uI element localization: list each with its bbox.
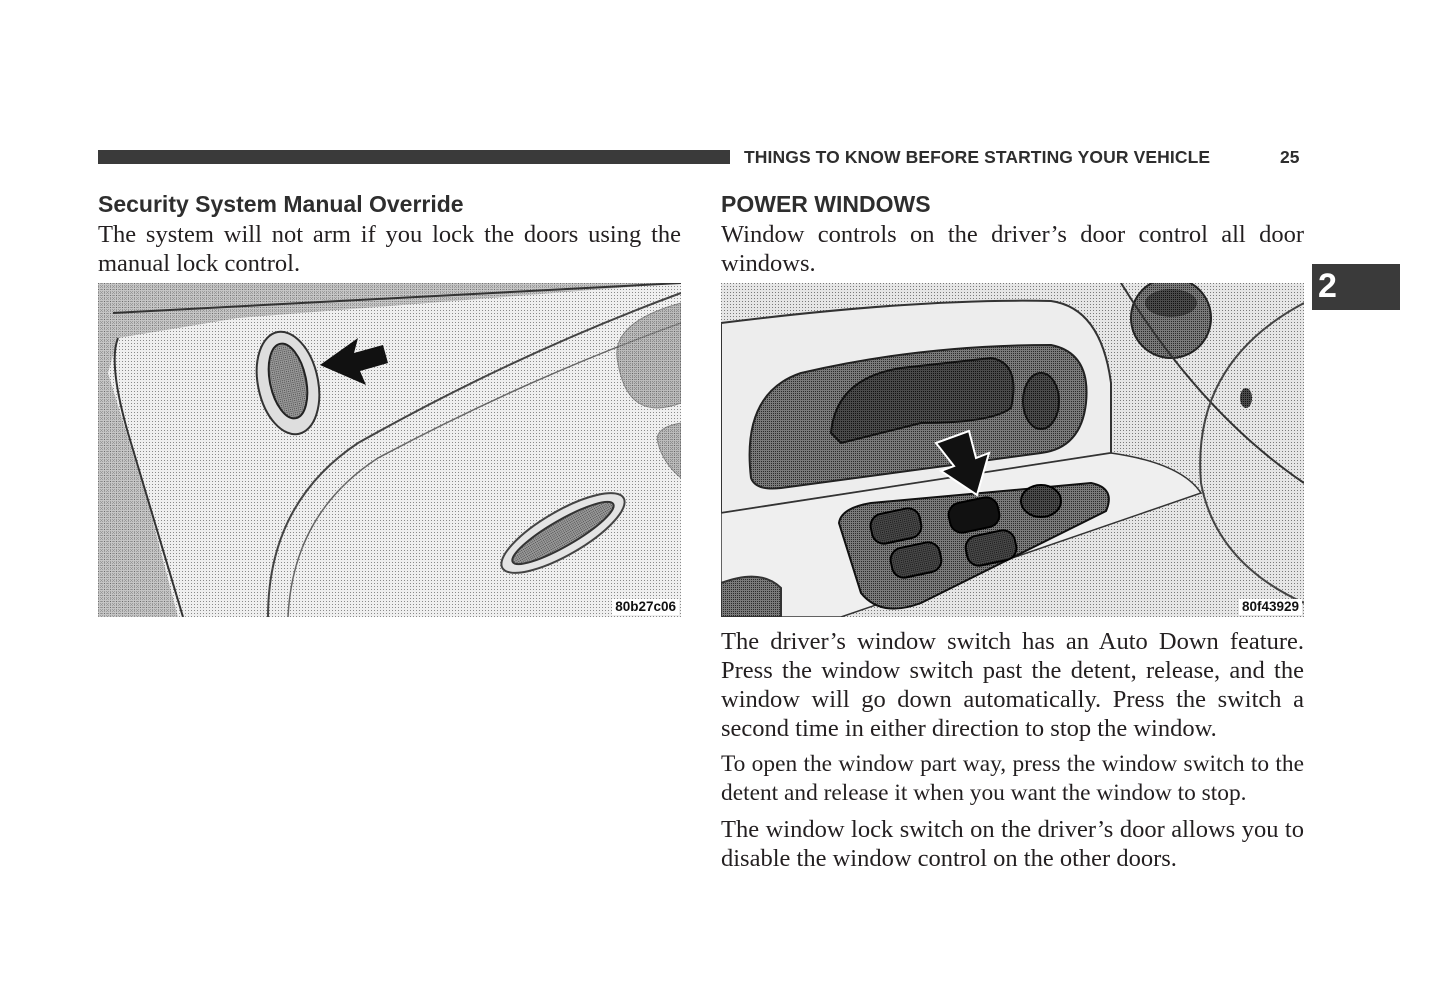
auto-down-paragraph: The driver’s window switch has an Auto Down feature. Press the window switch past the detent, release, and the window will go down automatically. Press the switch a second time in either direction to stop the window. — [721, 628, 1304, 742]
running-head: THINGS TO KNOW BEFORE STARTING YOUR VEHICLE — [744, 147, 1211, 167]
window-lock-paragraph: The window lock switch on the driver’s door allows you to disable the window control on the other doors. — [721, 816, 1304, 872]
door-panel-illustration — [98, 283, 681, 617]
right-column — [721, 188, 1304, 278]
security-override-text: The system will not arm if you lock the doors using the manual lock control. — [98, 221, 681, 277]
figure-code: 80f43929 — [1239, 599, 1302, 615]
figure-code: 80b27c06 — [612, 599, 679, 615]
chapter-number: 2 — [1318, 267, 1337, 305]
page-number: 25 — [1280, 147, 1300, 167]
part-way-paragraph: To open the window part way, press the window switch to the detent and release it when you want the window to stop. — [721, 751, 1304, 806]
left-column — [98, 188, 681, 278]
window-lock-paragraph-block — [721, 815, 1304, 873]
armrest-switch-illustration — [721, 283, 1304, 617]
auto-down-paragraph-block — [721, 627, 1304, 743]
section-heading-security-override: Security System Manual Override — [98, 191, 464, 217]
section-heading-power-windows: POWER WINDOWS — [721, 191, 931, 217]
chapter-tab — [1312, 264, 1400, 310]
power-windows-intro: Window controls on the driver’s door control all door windows. — [721, 221, 1304, 277]
figure-manual-lock-control — [98, 283, 681, 617]
header-rule — [98, 150, 730, 164]
figure-power-window-switches — [721, 283, 1304, 617]
part-way-paragraph-block — [721, 750, 1304, 808]
